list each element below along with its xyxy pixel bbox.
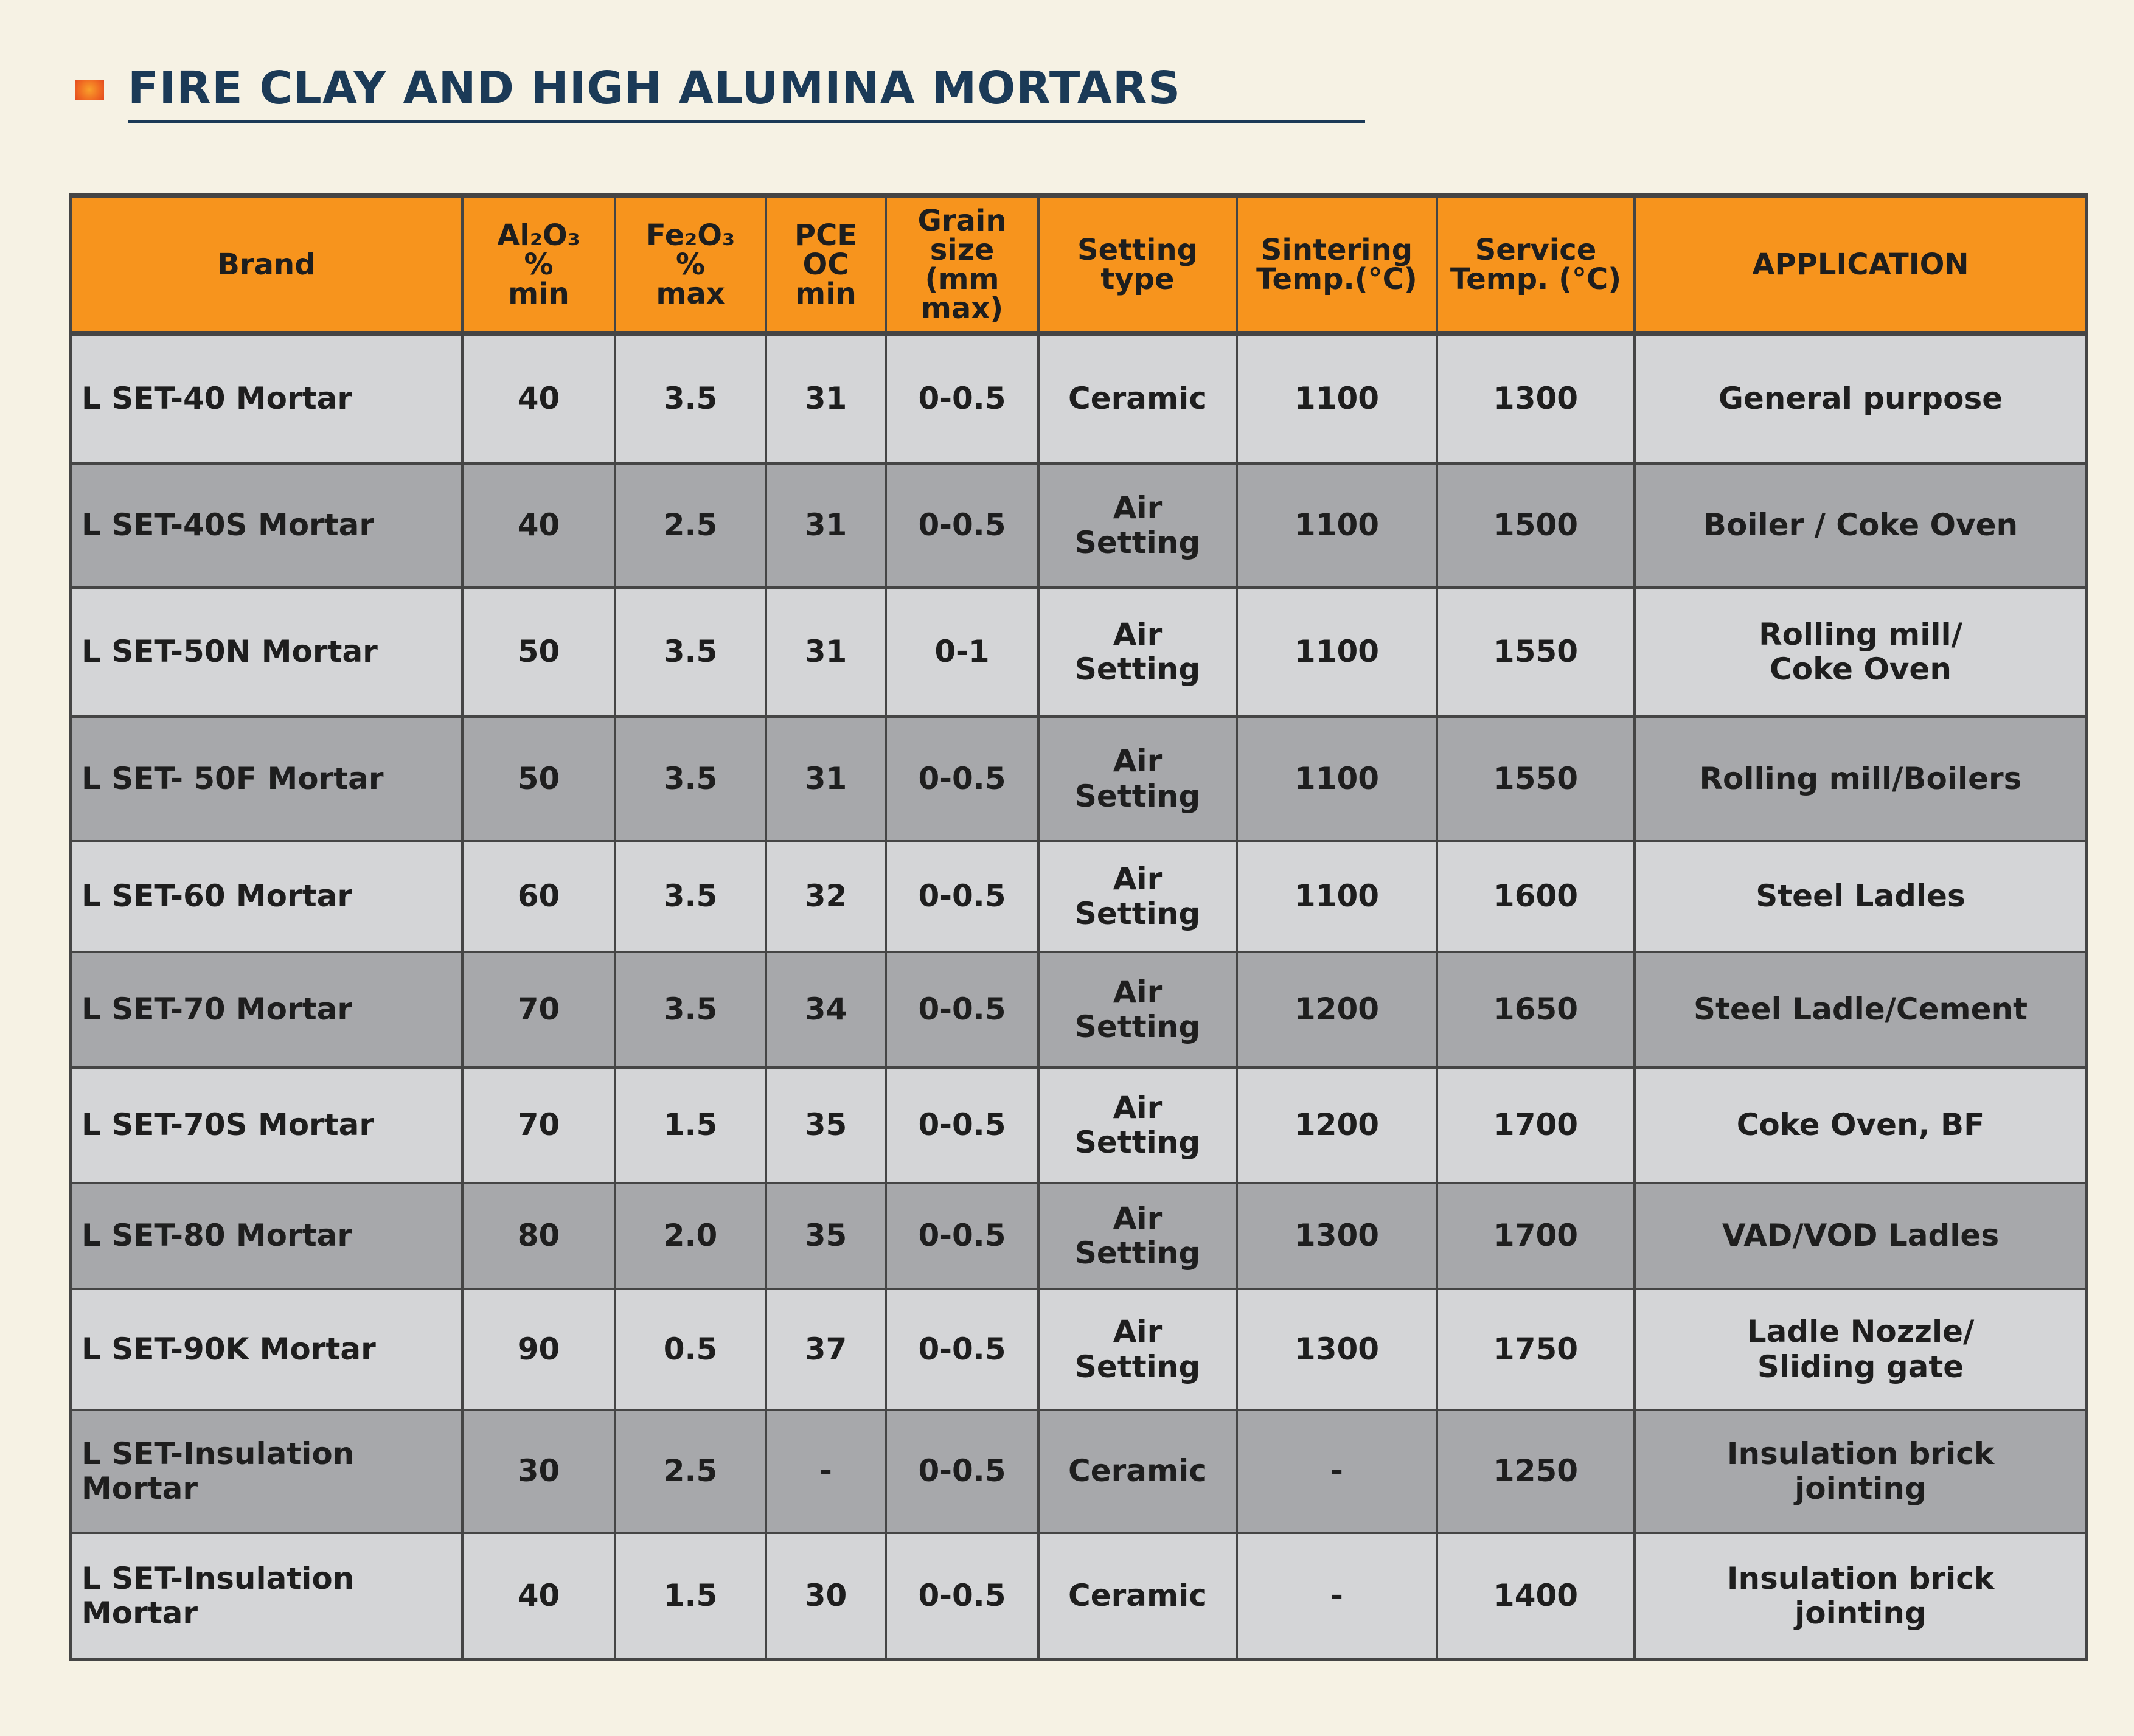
- title-marker-icon: [75, 80, 104, 100]
- cell-setting-type: Air Setting: [1038, 1183, 1237, 1289]
- cell-sintering-temp: 1300: [1237, 1183, 1437, 1289]
- cell-setting-type: Ceramic: [1038, 1533, 1237, 1659]
- cell-application: Insulation brick jointing: [1635, 1533, 2087, 1659]
- cell-sintering-temp: 1100: [1237, 588, 1437, 717]
- cell-setting-type: Air Setting: [1038, 588, 1237, 717]
- table-row: [71, 841, 2087, 952]
- cell-fe2o3: 3.5: [615, 588, 766, 717]
- cell-al2o3: 90: [462, 1289, 615, 1410]
- cell-fe2o3: 0.5: [615, 1289, 766, 1410]
- cell-al2o3: 50: [462, 717, 615, 841]
- cell-setting-type: Ceramic: [1038, 333, 1237, 464]
- table-header-row: [71, 196, 2087, 333]
- cell-pce: -: [766, 1410, 886, 1533]
- column-header-pce: PCE OC min: [766, 196, 886, 333]
- cell-al2o3: 70: [462, 952, 615, 1068]
- table-row: [71, 1183, 2087, 1289]
- cell-application: Coke Oven, BF: [1635, 1068, 2087, 1183]
- table-row: [71, 1410, 2087, 1533]
- cell-service-temp: 1700: [1437, 1068, 1635, 1183]
- table-row: [71, 464, 2087, 588]
- cell-grain-size: 0-0.5: [886, 464, 1038, 588]
- cell-pce: 30: [766, 1533, 886, 1659]
- cell-sintering-temp: -: [1237, 1533, 1437, 1659]
- cell-brand: L SET-90K Mortar: [71, 1289, 462, 1410]
- cell-al2o3: 30: [462, 1410, 615, 1533]
- cell-al2o3: 70: [462, 1068, 615, 1183]
- cell-brand: L SET-70S Mortar: [71, 1068, 462, 1183]
- cell-application: Steel Ladle/Cement: [1635, 952, 2087, 1068]
- cell-brand: L SET-80 Mortar: [71, 1183, 462, 1289]
- title-underline: [128, 120, 1365, 123]
- cell-fe2o3: 2.5: [615, 464, 766, 588]
- table-row: [71, 333, 2087, 464]
- cell-application: General purpose: [1635, 333, 2087, 464]
- cell-al2o3: 40: [462, 1533, 615, 1659]
- cell-brand: L SET-50N Mortar: [71, 588, 462, 717]
- cell-application: Ladle Nozzle/ Sliding gate: [1635, 1289, 2087, 1410]
- cell-fe2o3: 3.5: [615, 952, 766, 1068]
- cell-fe2o3: 1.5: [615, 1533, 766, 1659]
- cell-setting-type: Ceramic: [1038, 1410, 1237, 1533]
- cell-setting-type: Air Setting: [1038, 717, 1237, 841]
- cell-sintering-temp: 1100: [1237, 333, 1437, 464]
- cell-application: Boiler / Coke Oven: [1635, 464, 2087, 588]
- cell-grain-size: 0-0.5: [886, 952, 1038, 1068]
- cell-grain-size: 0-0.5: [886, 1289, 1038, 1410]
- cell-brand: L SET-40S Mortar: [71, 464, 462, 588]
- table-row: [71, 717, 2087, 841]
- cell-sintering-temp: 1100: [1237, 841, 1437, 952]
- cell-fe2o3: 3.5: [615, 333, 766, 464]
- cell-grain-size: 0-0.5: [886, 1183, 1038, 1289]
- cell-brand: L SET-Insulation Mortar: [71, 1533, 462, 1659]
- cell-setting-type: Air Setting: [1038, 952, 1237, 1068]
- cell-al2o3: 40: [462, 464, 615, 588]
- cell-pce: 31: [766, 333, 886, 464]
- cell-grain-size: 0-0.5: [886, 841, 1038, 952]
- cell-grain-size: 0-0.5: [886, 717, 1038, 841]
- cell-application: Rolling mill/ Coke Oven: [1635, 588, 2087, 717]
- cell-fe2o3: 2.0: [615, 1183, 766, 1289]
- cell-service-temp: 1500: [1437, 464, 1635, 588]
- cell-setting-type: Air Setting: [1038, 841, 1237, 952]
- cell-pce: 37: [766, 1289, 886, 1410]
- cell-service-temp: 1250: [1437, 1410, 1635, 1533]
- table-row: [71, 1533, 2087, 1659]
- cell-grain-size: 0-0.5: [886, 1068, 1038, 1183]
- cell-pce: 31: [766, 717, 886, 841]
- cell-sintering-temp: 1200: [1237, 952, 1437, 1068]
- cell-pce: 35: [766, 1183, 886, 1289]
- table-row: [71, 952, 2087, 1068]
- cell-application: Insulation brick jointing: [1635, 1410, 2087, 1533]
- cell-application: VAD/VOD Ladles: [1635, 1183, 2087, 1289]
- cell-al2o3: 80: [462, 1183, 615, 1289]
- page-title: FIRE CLAY AND HIGH ALUMINA MORTARS: [128, 62, 1181, 114]
- table-row: [71, 1289, 2087, 1410]
- cell-sintering-temp: 1100: [1237, 717, 1437, 841]
- table-row: [71, 1068, 2087, 1183]
- cell-grain-size: 0-0.5: [886, 333, 1038, 464]
- cell-setting-type: Air Setting: [1038, 1289, 1237, 1410]
- column-header-al2o3: Al₂O₃ % min: [462, 196, 615, 333]
- cell-setting-type: Air Setting: [1038, 464, 1237, 588]
- cell-al2o3: 60: [462, 841, 615, 952]
- cell-brand: L SET-70 Mortar: [71, 952, 462, 1068]
- cell-fe2o3: 3.5: [615, 841, 766, 952]
- column-header-grain-size: Grain size (mm max): [886, 196, 1038, 333]
- cell-service-temp: 1600: [1437, 841, 1635, 952]
- cell-pce: 31: [766, 464, 886, 588]
- cell-application: Rolling mill/Boilers: [1635, 717, 2087, 841]
- cell-fe2o3: 2.5: [615, 1410, 766, 1533]
- cell-sintering-temp: -: [1237, 1410, 1437, 1533]
- cell-brand: L SET-Insulation Mortar: [71, 1410, 462, 1533]
- cell-brand: L SET- 50F Mortar: [71, 717, 462, 841]
- cell-pce: 34: [766, 952, 886, 1068]
- cell-application: Steel Ladles: [1635, 841, 2087, 952]
- cell-brand: L SET-40 Mortar: [71, 333, 462, 464]
- column-header-fe2o3: Fe₂O₃ % max: [615, 196, 766, 333]
- cell-service-temp: 1550: [1437, 588, 1635, 717]
- cell-sintering-temp: 1100: [1237, 464, 1437, 588]
- column-header-application: APPLICATION: [1635, 196, 2087, 333]
- mortar-spec-table: [69, 193, 2088, 1661]
- cell-service-temp: 1650: [1437, 952, 1635, 1068]
- cell-service-temp: 1750: [1437, 1289, 1635, 1410]
- cell-pce: 31: [766, 588, 886, 717]
- cell-grain-size: 0-1: [886, 588, 1038, 717]
- cell-service-temp: 1400: [1437, 1533, 1635, 1659]
- cell-sintering-temp: 1300: [1237, 1289, 1437, 1410]
- cell-pce: 32: [766, 841, 886, 952]
- column-header-brand: Brand: [71, 196, 462, 333]
- cell-service-temp: 1700: [1437, 1183, 1635, 1289]
- cell-grain-size: 0-0.5: [886, 1533, 1038, 1659]
- cell-al2o3: 50: [462, 588, 615, 717]
- cell-brand: L SET-60 Mortar: [71, 841, 462, 952]
- cell-grain-size: 0-0.5: [886, 1410, 1038, 1533]
- column-header-service-temp: Service Temp. (°C): [1437, 196, 1635, 333]
- column-header-setting-type: Setting type: [1038, 196, 1237, 333]
- cell-fe2o3: 3.5: [615, 717, 766, 841]
- cell-service-temp: 1300: [1437, 333, 1635, 464]
- table-row: [71, 588, 2087, 717]
- cell-sintering-temp: 1200: [1237, 1068, 1437, 1183]
- cell-fe2o3: 1.5: [615, 1068, 766, 1183]
- column-header-sintering-temp: Sintering Temp.(°C): [1237, 196, 1437, 333]
- cell-service-temp: 1550: [1437, 717, 1635, 841]
- cell-setting-type: Air Setting: [1038, 1068, 1237, 1183]
- cell-al2o3: 40: [462, 333, 615, 464]
- cell-pce: 35: [766, 1068, 886, 1183]
